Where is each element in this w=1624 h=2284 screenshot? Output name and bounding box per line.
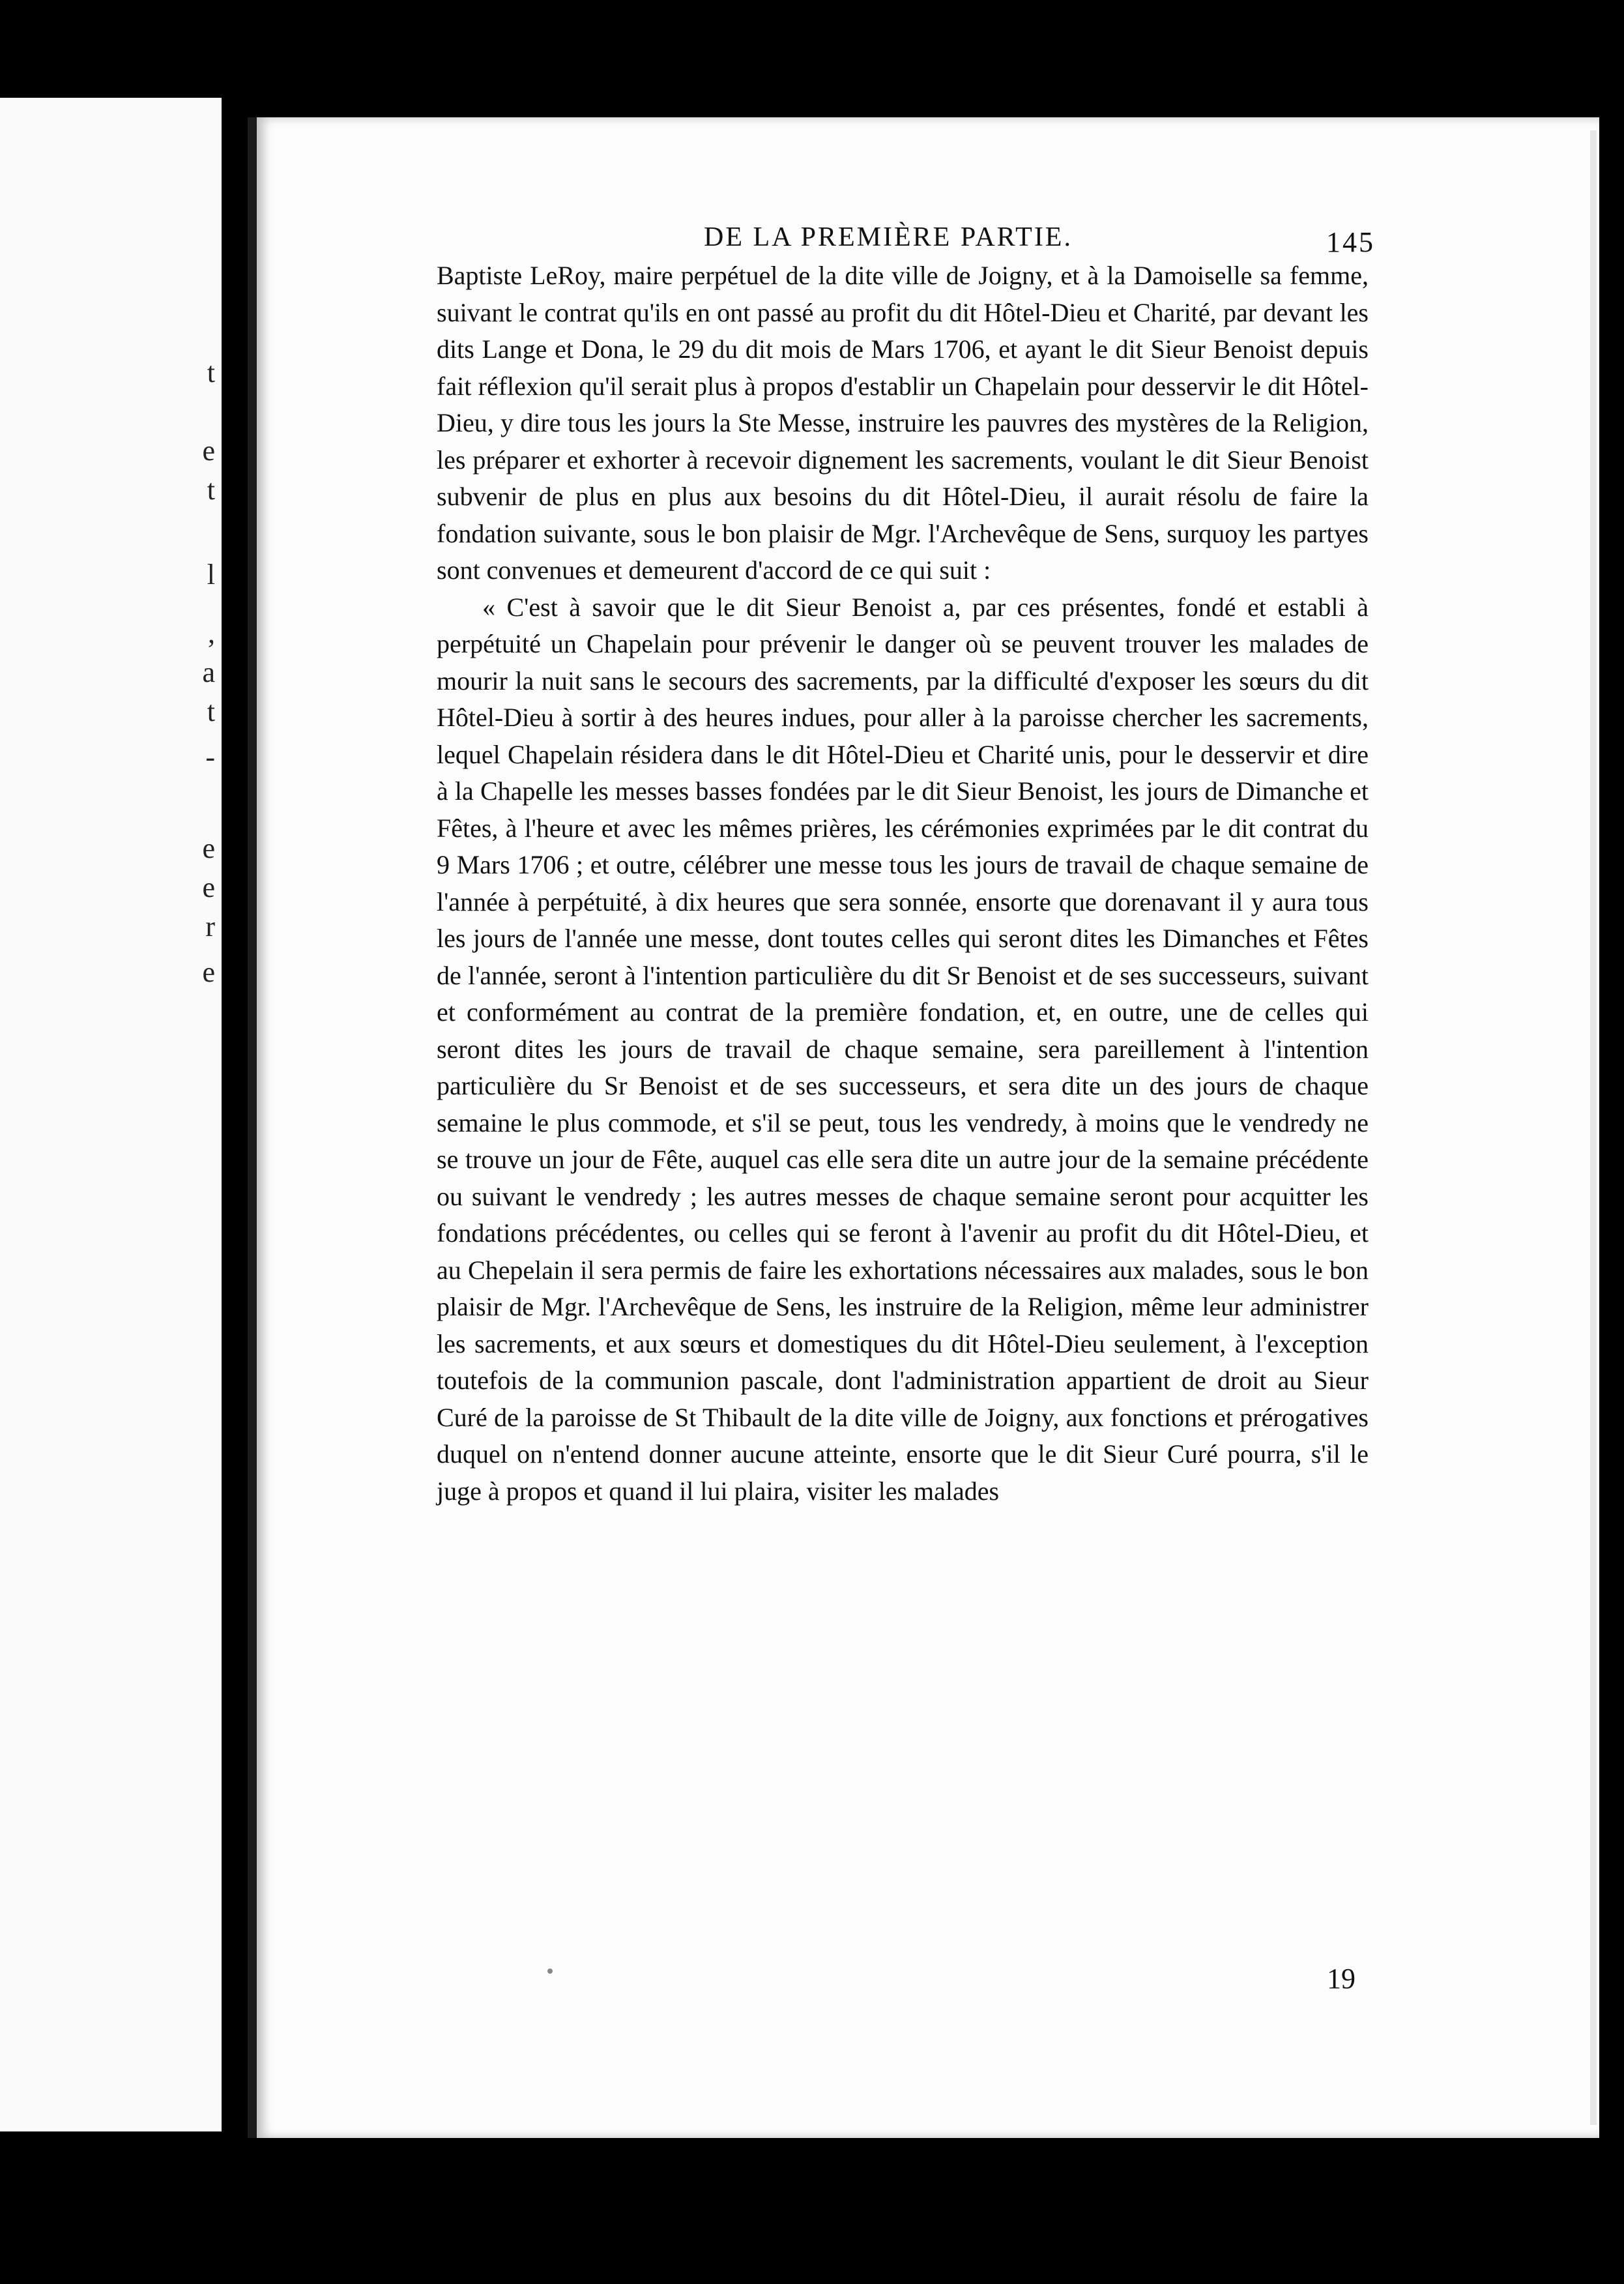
left-page-fragment: t	[207, 357, 215, 388]
left-page-fragment: t	[207, 474, 215, 506]
left-page-fragment: -	[205, 741, 215, 773]
page-number: 145	[1326, 226, 1375, 258]
right-page-edge	[1590, 130, 1597, 2125]
page-gutter	[222, 0, 248, 2284]
left-page-fragment: e	[202, 871, 215, 903]
left-page-fragment: r	[205, 911, 215, 943]
running-title: DE LA PREMIÈRE PARTIE.	[704, 222, 1073, 252]
left-page-fragment: e	[202, 832, 215, 864]
signature-mark: 19	[1327, 1963, 1356, 1995]
paragraph: Baptiste LeRoy, maire perpétuel de la dite ville de Joigny, et à la Damoiselle sa femme, suivant le contrat qu'ils en ont passé au profit du dit Hôtel-Dieu et Charité, par devant les dits Lange et Dona, le 29 du dit mois de Mars 1706, et ayant le dit Sieur Benoist depuis fait réflexion qu'il serait plus à propos d'establir un Chapelain pour desservir le dit Hôtel-Dieu, y dire tous les jours la Ste Messe, instruire les pauvres des mystères de la Religion, les préparer et exhorter à recevoir dignement les sacrements, voulant le dit Sieur Benoist subvenir de plus en plus aux besoins du dit Hôtel-Dieu, il aurait résolu de faire la fondation suivante, sous le bon plaisir de Mgr. l'Archevêque de Sens, surquoy les partyes sont convenues et demeurent d'accord de ce qui suit :	[437, 261, 1369, 585]
page-header	[443, 215, 1375, 258]
left-page-edge	[0, 98, 224, 2131]
left-page-fragment: e	[202, 956, 215, 988]
paragraph: « C'est à savoir que le dit Sieur Benoist a, par ces présentes, fondé et establi à perpétuité un Chapelain pour prévenir le danger où se peuvent trouver les malades de mourir la nuit sans le secours des sacrements, par la difficulté d'exposer les sœurs du dit Hôtel-Dieu à sortir à des heures indues, pour aller à la paroisse chercher les sacrements, lequel Chapelain résidera dans le dit Hôtel-Dieu et Charité unis, pour le desservir et dire à la Chapelle les messes basses fondées par le dit Sieur Benoist, les jours de Dimanche et Fêtes, à l'heure et avec les mêmes prières, les cérémonies exprimées par le dit contrat du 9 Mars 1706 ; et outre, célébrer une messe tous les jours de travail de chaque semaine de l'année à perpétuité, à dix heures que sera sonnée, ensorte que dorenavant il y aura tous les jours de l'année une messe, dont toutes celles qui seront dites les Dimanches et Fêtes de l'année, seront à l'intention particulière du dit Sr Benoist et de ses successeurs, suivant et conformément au contrat de la première fondation, et, en outre, une de celles qui seront dites les jours de travail de chaque semaine, sera pareillement à l'intention particulière du Sr Benoist et de ses successeurs, et sera dite un des jours de chaque semaine le plus commode, et s'il se peut, tous les vendredy, à moins que le vendredy ne se trouve un jour de Fête, auquel cas elle sera dite un autre jour de la semaine précédente ou suivant le vendredy ; les autres messes de chaque semaine seront pour acquitter les fondations précédentes, ou celles qui se feront à l'avenir au profit du dit Hôtel-Dieu, et au Chepelain il sera permis de faire les exhortations nécessaires aux malades, sous le bon plaisir de Mgr. l'Archevêque de Sens, les instruire de la Religion, même leur administrer les sacrements, et aux sœurs et domestiques du dit Hôtel-Dieu seulement, à l'exception toutefois de la communion pascale, dont l'administration appartient de droit au Sieur Curé de la paroisse de St Thibault de la dite ville de Joigny, aux fonctions et prérogatives duquel on n'entend donner aucune atteinte, ensorte que le dit Sieur Curé pourra, s'il le juge à propos et quand il lui plaira, visiter les malades	[437, 592, 1369, 1506]
left-page-fragment: t	[207, 695, 215, 727]
page-footer	[1160, 1962, 1356, 2008]
print-speck	[547, 1969, 553, 1974]
left-page-fragment: e	[202, 435, 215, 467]
left-page-fragment: a	[202, 656, 215, 688]
left-page-fragment: ,	[208, 617, 215, 649]
left-page-fragment: l	[207, 559, 215, 591]
body-text	[437, 257, 1369, 1510]
